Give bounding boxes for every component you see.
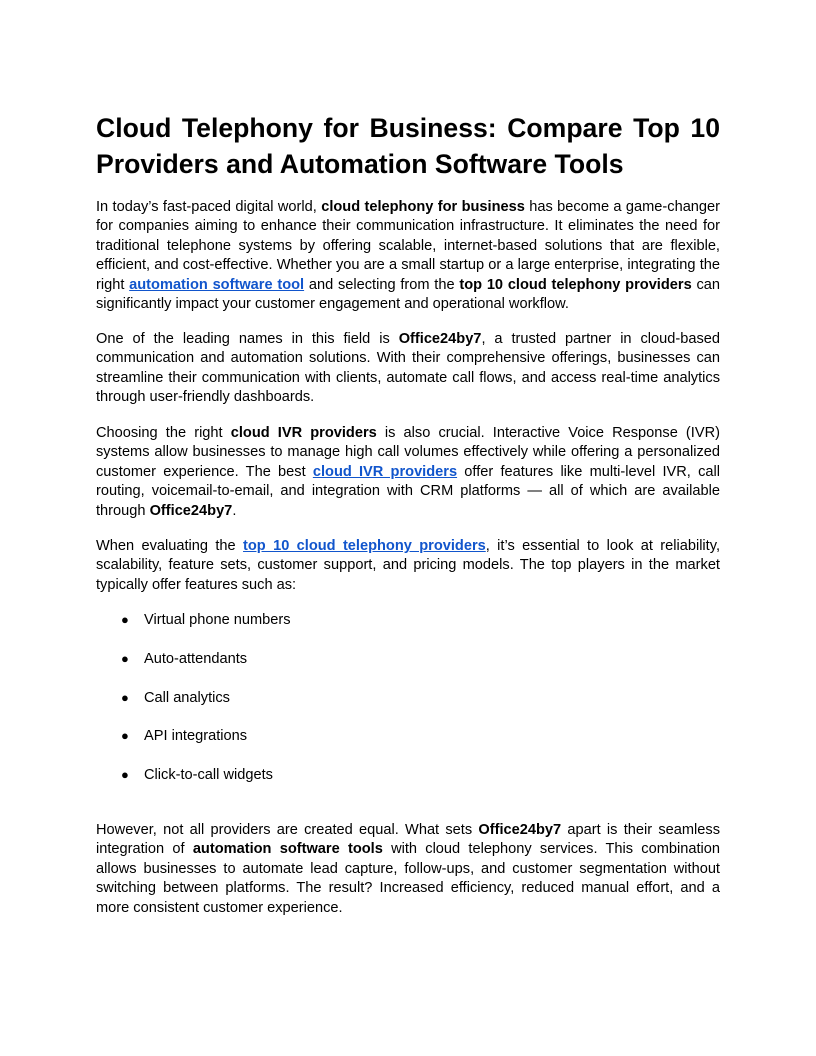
text-run: apart is their seamless integration of	[96, 822, 720, 858]
paragraph-ivr	[96, 424, 720, 521]
text-run: is also crucial. Interactive Voice Response (IVR) systems allow businesses to manage high call volumes effectively while offering a personalized customer experience. The best	[96, 425, 720, 480]
document-title: Cloud Telephony for Business: Compare Top 10 Providers and Automation Software Tools	[96, 113, 720, 179]
text-run: and selecting from the	[304, 276, 460, 293]
bold-text: Office24by7	[149, 502, 233, 519]
text-run: In today’s fast-paced digital world,	[96, 199, 322, 215]
text-run: can significantly impact your customer engagement and operational workflow.	[96, 276, 720, 313]
list-item	[96, 609, 720, 648]
link-top-10-cloud-telephony-providers[interactable]: top 10 cloud telephony providers	[243, 538, 486, 554]
bold-text: Office24by7	[398, 331, 482, 347]
text-run: One of the leading names in this field is	[96, 331, 399, 347]
bold-text: cloud telephony for business	[321, 199, 525, 215]
text-run: has become a game-changer for companies aiming to enhance their communication infrastructure. It eliminates the need for traditional telephone systems by offering scalable, internet-based solutions that are flexible, efficient, and cost-effective. Whether you are a small startup or a large enterprise, integrating the right	[96, 199, 721, 293]
bold-text: automation software tools	[192, 841, 383, 858]
text-run: , it’s essential to look at reliability, scalability, feature sets, customer support, and pricing models. The top players in the market typically offer features such as:	[96, 538, 720, 593]
bullet-icon: ●	[121, 612, 129, 627]
text-run: offer features like multi-level IVR, call routing, voicemail-to-email, and integration with CRM platforms — all of which are available through	[96, 463, 720, 519]
text-run: .	[232, 502, 237, 519]
text-run: with cloud telephony services. This combination allows businesses to automate lead capture, follow-ups, and customer segmentation without switching between platforms. The result? Increased efficiency, reduced manual effort, and a more consistent customer experience.	[96, 841, 720, 916]
paragraph-evaluating	[96, 537, 720, 595]
bullet-icon: ●	[121, 728, 129, 744]
list-item	[96, 648, 720, 687]
bullet-icon: ●	[121, 650, 129, 666]
paragraph-office24by7	[96, 330, 720, 408]
list-item	[96, 687, 720, 726]
link-cloud-ivr-providers[interactable]: cloud IVR providers	[312, 463, 458, 480]
paragraph-however	[96, 821, 720, 918]
bold-text: top 10 cloud telephony providers	[459, 276, 692, 293]
list-item-text: Call analytics	[144, 689, 230, 706]
list-item	[96, 764, 720, 803]
list-item	[96, 725, 720, 764]
paragraph-intro	[96, 198, 720, 314]
list-item-text: Virtual phone numbers	[144, 612, 291, 628]
bold-text: Office24by7	[478, 822, 562, 838]
bullet-icon: ●	[121, 689, 129, 705]
list-item-text: Auto-attendants	[144, 650, 248, 667]
list-item-text: API integrations	[144, 728, 248, 745]
text-run: , a trusted partner in cloud-based communication and automation solutions. With their comprehensive offerings, businesses can streamline their communication with clients, automate call flows, and access real-time analytics through user-friendly dashboards.	[96, 331, 720, 406]
list-item-text: Click-to-call widgets	[144, 767, 273, 784]
text-run: However, not all providers are created equal. What sets	[96, 822, 479, 838]
text-run: When evaluating the	[96, 538, 244, 554]
feature-list	[96, 609, 720, 803]
bullet-icon: ●	[121, 767, 129, 783]
bold-text: cloud IVR providers	[230, 425, 377, 441]
link-automation-software-tool[interactable]: automation software tool	[129, 276, 305, 293]
text-run: Choosing the right	[96, 425, 231, 441]
